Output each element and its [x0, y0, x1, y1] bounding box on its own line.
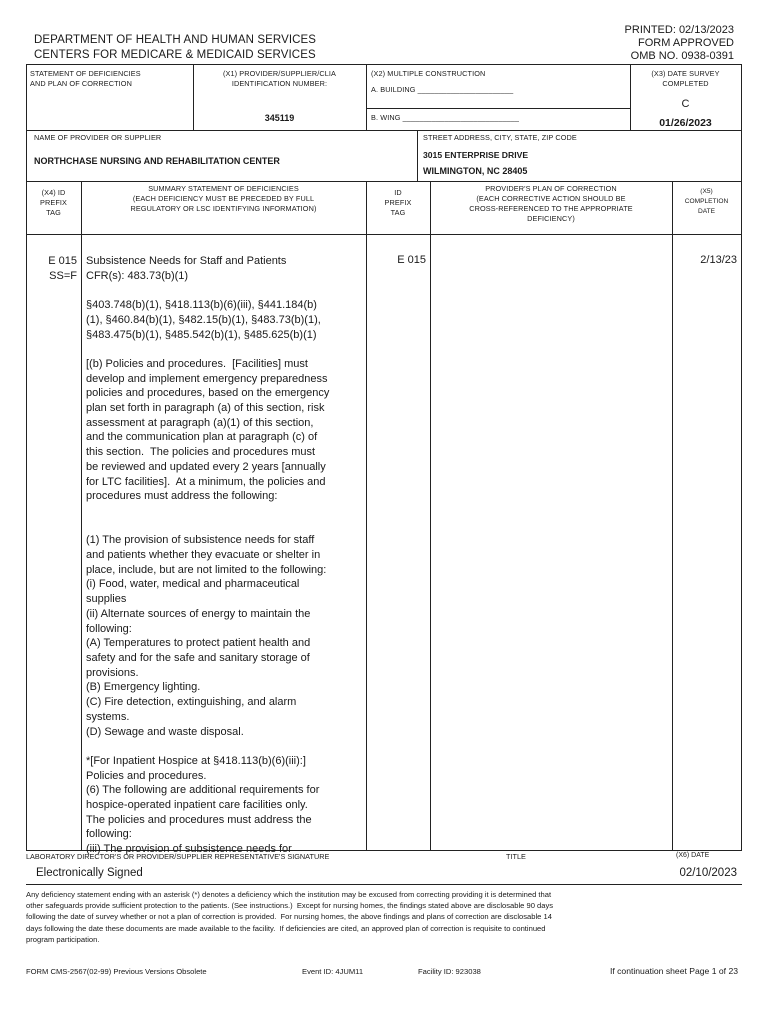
x1-label-line: (X1) PROVIDER/SUPPLIER/CLIA — [223, 69, 336, 78]
summary-header-line: REGULATORY OR LSC IDENTIFYING INFORMATION) — [130, 204, 317, 213]
survey-code: C — [681, 98, 690, 110]
city-state-zip: WILMINGTON, NC 28405 — [423, 166, 528, 176]
x2-label: (X2) MULTIPLE CONSTRUCTION — [371, 69, 486, 78]
x3-label-line: COMPLETED — [662, 79, 709, 88]
deficiency-text: Subsistence Needs for Staff and Patients CFR(s): 483.73(b)(1) §403.748(b)(1), §418.113(b)(6)(iii), §441.184(b) (1), §460.84(b)(1), §482.15(b)(1), §483.73(b)(1), §483.475(b)(1), §485.542(b)(1), §485.625(b)(1) [(b) Policies and procedures. [Facilities] must develop and implement emergency preparedness policies and procedures, based on the emergency plan set forth in paragraph (a) of this section, risk assessment at paragraph (a)(1) of this section, and the communication plan at paragraph (c) of this section. The policies and procedures must be reviewed and updated every 2 years [annually for LTC facilities]. At a minimum, the policies and procedures must address the following: (1) The provision of subsistence needs for staff and patients whether they evacuate or shelter in place, include, but are not limited to the following: (i) Food, water, medical and pharmaceutical supplies (ii) Alternate sources of energy to maintain the following: (A) Temperatures to protect patient health and safety and for the safe and sanitary storage of provisions. (B) Emergency lighting. (C) Fire detection, extinguishing, and alarm systems. (D) Sewage and waste disposal. *[For Inpatient Hospice at §418.113(b)(6)(iii):] Policies and procedures. (6) The following are additional requirements for hospice-operated inpatient care facilities only. The policies and procedures must address the following: (iii) The provision of subsistence needs for — [86, 255, 330, 856]
x4-header — [26, 188, 81, 218]
event-id: Event ID: 4JUM11 — [302, 967, 364, 976]
id-header-line: PREFIX — [384, 198, 412, 207]
column-divider — [366, 181, 367, 850]
completion-header — [672, 187, 741, 217]
provider-id-number: 345119 — [264, 113, 295, 123]
department-name: DEPARTMENT OF HEALTH AND HUMAN SERVICES — [34, 34, 317, 46]
disclosure-note: Any deficiency statement ending with an asterisk (*) denotes a deficiency which the institution may be excused from correcting providing it is determined that other safeguards provide sufficient protection to the patients. (See instructions.) Except for nursing homes, the findings stated above are disclosable 90 days following the date of survey whether or not a plan of correction is provided. For nursing homes, the above findings and plans of correction are disclosable 14 days following the date these documents are made available to the facility. If deficiencies are cited, an approved plan of correction is requisite to continued program participation. — [26, 890, 554, 944]
divider — [26, 181, 742, 182]
plan-header-line: PROVIDER'S PLAN OF CORRECTION — [485, 184, 617, 193]
x3-label — [630, 69, 741, 89]
page-number: If continuation sheet Page 1 of 23 — [609, 966, 738, 976]
plan-header-line: CROSS-REFERENCED TO THE APPROPRIATE — [469, 204, 633, 213]
signature-date: 02/10/2023 — [679, 867, 737, 879]
plan-header-line: DEFICIENCY) — [527, 214, 575, 223]
plan-header-line: (EACH CORRECTIVE ACTION SHOULD BE — [476, 194, 626, 203]
x1-label — [193, 69, 366, 89]
statement-label-line: AND PLAN OF CORRECTION — [30, 79, 132, 88]
signature-divider — [26, 884, 742, 885]
summary-header — [81, 184, 366, 214]
statement-label — [30, 69, 141, 89]
completion-date: 2/13/23 — [700, 254, 737, 266]
deficiency-tag — [26, 254, 77, 283]
completion-header-line: (X5) — [700, 188, 713, 195]
wing-field: B. WING ____________________________ — [371, 113, 520, 122]
form-approved-label: FORM APPROVED — [638, 37, 734, 49]
provider-name-label: NAME OF PROVIDER OR SUPPLIER — [34, 133, 162, 142]
omb-number: OMB NO. 0938-0391 — [630, 50, 734, 62]
department-header — [34, 33, 316, 62]
signature-label: LABORATORY DIRECTOR'S OR PROVIDER/SUPPLIER REPRESENTATIVE'S SIGNATURE — [26, 852, 330, 861]
survey-completed-date: 01/26/2023 — [659, 117, 712, 129]
summary-header-line: (EACH DEFICIENCY MUST BE PRECEDED BY FULL — [132, 194, 315, 203]
divider — [366, 64, 367, 130]
x4-header-line: PREFIX — [40, 198, 67, 207]
x3-label-line: (X3) DATE SURVEY — [651, 69, 720, 78]
facility-id: Facility ID: 923038 — [418, 967, 481, 976]
column-divider — [672, 181, 673, 850]
provider-name: NORTHCHASE NURSING AND REHABILITATION CENTER — [34, 156, 280, 166]
column-divider — [430, 181, 431, 850]
plan-header — [430, 184, 672, 224]
divider — [366, 108, 630, 109]
divider — [26, 234, 742, 235]
form-number: FORM CMS-2567(02-99) Previous Versions Obsolete — [26, 967, 207, 976]
divider — [417, 130, 418, 181]
x4-header-line: TAG — [46, 208, 61, 217]
x4-header-line: (X4) ID — [41, 188, 66, 197]
scope-severity: SS=F — [49, 269, 77, 282]
form-approval-block — [625, 24, 734, 63]
building-field: A. BUILDING _______________________ — [371, 85, 514, 94]
id-header-line: TAG — [390, 208, 406, 217]
id-prefix-header — [366, 188, 430, 218]
agency-name: CENTERS FOR MEDICARE & MEDICAID SERVICES — [34, 48, 316, 61]
completion-header-line: DATE — [697, 208, 716, 215]
x1-label-line: IDENTIFICATION NUMBER: — [231, 79, 328, 88]
id-header-line: ID — [394, 188, 402, 197]
date-label: (X6) DATE — [676, 852, 710, 859]
street-address: 3015 ENTERPRISE DRIVE — [423, 150, 529, 160]
title-label: TITLE — [506, 852, 526, 861]
tag-id: E 015 — [48, 255, 77, 267]
summary-header-line: SUMMARY STATEMENT OF DEFICIENCIES — [148, 184, 299, 193]
printed-date: PRINTED: 02/13/2023 — [624, 24, 734, 36]
divider — [26, 130, 742, 131]
signature-value: Electronically Signed — [36, 867, 143, 879]
address-label: STREET ADDRESS, CITY, STATE, ZIP CODE — [423, 133, 577, 142]
frame-top — [26, 64, 742, 65]
completion-header-line: COMPLETION — [684, 198, 729, 205]
statement-label-line: STATEMENT OF DEFICIENCIES — [30, 69, 141, 78]
plan-tag-id: E 015 — [397, 254, 426, 266]
column-divider — [81, 181, 82, 850]
